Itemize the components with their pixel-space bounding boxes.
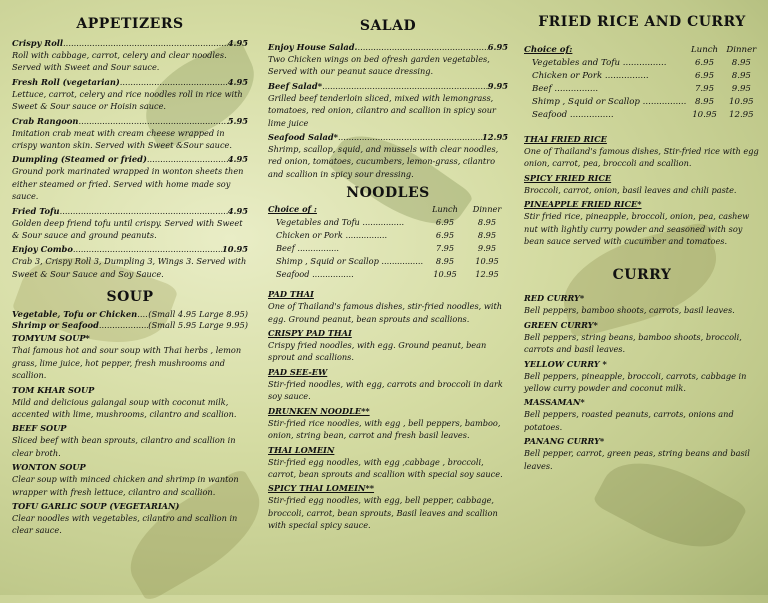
dinner-price: 8.95 — [731, 71, 751, 81]
menu-item-description: Stir-fried rice noodles, with egg , bell peppers, bamboo, onion, string bean, carrot and fresh basil leaves. — [268, 417, 501, 441]
menu-item-name: PINEAPPLE FRIED RICE* — [524, 199, 642, 210]
protein-option — [524, 57, 686, 70]
menu-item-description: Sliced beef with bean sprouts, cilantro and scallion in clear broth. — [12, 435, 236, 458]
menu-item-description: Bell peppers, pineapple, broccoli, carrots, cabbage in yellow curry powder and coconut milk. — [524, 370, 747, 394]
menu-item-description: Clear noodles with vegetables, cilantro and scallion in clear sauce. — [12, 512, 238, 536]
menu-item-description: Imitation crab meat with cream cheese wrapped in crispy wanton skin. Served with Sweet &Sour sauce. — [12, 127, 232, 151]
dinner-price: 12.95 — [729, 110, 754, 120]
appetizers-list — [12, 38, 248, 280]
salad-heading: SALAD — [359, 18, 417, 34]
menu-item-price: 9.95 — [487, 80, 508, 91]
noodles-price-table — [268, 203, 508, 281]
soup-line-name: Shrimp or Seafood — [12, 320, 99, 331]
menu-item — [268, 367, 508, 403]
menu-item-name: Enjoy House Salad. — [268, 42, 358, 52]
lunch-label: Lunch — [690, 45, 719, 55]
menu-item-description: Bell peppers, bamboo shoots, carrots, basil leaves. — [524, 305, 735, 316]
fried-rice-list — [524, 134, 760, 247]
menu-item-name: PAD SEE-EW — [268, 366, 328, 377]
menu-item — [12, 38, 248, 74]
protein-option-name: Seafood ..... — [532, 110, 614, 120]
menu-item-name: TOFU GARLIC SOUP (VEGETARIAN) — [12, 500, 180, 511]
soup-line-price: (Small 4.95 Large 8.95) — [148, 309, 248, 320]
lunch-price: 6.95 — [694, 71, 715, 81]
soup-line-name: Vegetable, Tofu or Chicken — [12, 309, 138, 320]
menu-item-name: RED CURRY* — [524, 293, 585, 304]
menu-item-name: Enjoy Combo — [12, 244, 73, 255]
price-row — [268, 216, 508, 229]
choice-label: Choice of: — [524, 45, 573, 55]
menu-item — [524, 134, 760, 170]
lunch-price: 6.95 — [435, 230, 455, 241]
menu-item-header — [268, 132, 508, 143]
menu-item — [268, 42, 508, 78]
protein-option — [268, 255, 424, 268]
menu-item-name: BEEF SOUP — [12, 423, 67, 434]
menu-item-name: Crispy Roll — [12, 38, 64, 48]
menu-item-name: TOMYUM SOUP* — [12, 333, 90, 344]
menu-item-description: Crab 3, Crispy Roll 3, Dumpling 3, Wings 3. Served with Sweet & Sour Sauce and Soy Sauce. — [12, 256, 247, 279]
column-fried-rice-curry — [518, 0, 768, 595]
menu-item-name: Fried Tofu — [12, 205, 60, 216]
protein-option-name: Beef ..... — [276, 243, 339, 253]
menu-item — [12, 423, 248, 459]
menu-item — [12, 77, 248, 113]
menu-item-name: SPICY FRIED RICE — [524, 172, 612, 183]
menu-item-description: Shrimp, scallop, squid, and mussels with clear noodles, red onion, tomatoes, cucumbers, lemon-grass, cilantro and scallion in spicy sour dressing. — [268, 144, 499, 179]
menu-item-price: 6.95 — [487, 42, 508, 52]
menu-item — [12, 206, 248, 242]
menu-item-name: MASSAMAN* — [524, 397, 585, 408]
lunch-price: 8.95 — [435, 256, 455, 267]
appetizers-heading: APPETIZERS — [76, 16, 184, 32]
protein-option — [268, 242, 424, 255]
dinner-price: 9.95 — [477, 243, 497, 254]
lunch-price: 10.95 — [692, 110, 717, 120]
menu-item-name: THAI LOMEIN — [268, 444, 335, 455]
price-row — [268, 255, 508, 268]
dinner-price: 8.95 — [477, 230, 497, 241]
menu-item-description: Grilled beef tenderloin sliced, mixed with lemongrass, tomatoes, red onion, cilantro and scallion in spicy sour lime juice — [268, 92, 496, 128]
menu-item — [12, 116, 248, 152]
menu-item-description: Two Chicken wings on bed ofresh garden vegetables, Served with our peanut sauce dressing. — [268, 54, 490, 77]
menu-item-name: TOM KHAR SOUP — [12, 384, 95, 395]
menu-item — [524, 397, 760, 433]
menu-item-description: Ground pork marinated wrapped in wonton sheets then either steamed or fried. Served with home made soy sauce. — [12, 166, 244, 202]
menu-item — [268, 328, 508, 364]
protein-option-name: Beef ..... — [532, 84, 598, 94]
menu-item-price: 5.95 — [227, 115, 248, 126]
protein-option — [524, 96, 686, 109]
price-row — [524, 109, 760, 122]
soup-size-line — [12, 309, 248, 320]
menu-item — [268, 289, 508, 325]
menu-item — [524, 320, 760, 356]
menu-item — [12, 385, 248, 421]
menu-item-name: Seafood Salad* — [268, 132, 339, 143]
menu-item — [524, 293, 760, 316]
menu-item-description: Stir fried rice, pineapple, broccoli, onion, pea, cashew nut with lightly curry powder and seasoned with soy bean sauce served with cucumber and tomatoes. — [524, 211, 750, 247]
menu-item — [268, 81, 508, 129]
dinner-price: 10.95 — [729, 97, 754, 107]
menu-item — [524, 359, 760, 395]
menu-item-price: 4.95 — [227, 154, 248, 165]
menu-item-header — [12, 77, 248, 88]
column-salad-noodles — [258, 0, 516, 595]
menu-item-name: Dumpling (Steamed or fried) — [12, 154, 147, 165]
curry-list — [524, 293, 760, 472]
dinner-price: 10.95 — [475, 256, 499, 267]
dinner-label: Dinner — [472, 204, 502, 215]
menu-item-price: 4.95 — [227, 205, 248, 216]
menu-item-description: Thai famous hot and sour soup with Thai herbs , lemon grass, lime juice, hot pepper, fresh mushrooms and scallion. — [12, 345, 242, 381]
noodles-heading: NOODLES — [346, 185, 430, 202]
protein-option — [268, 229, 424, 242]
menu-item-price: 4.95 — [227, 38, 248, 48]
menu-item-description: Bell pepper, carrot, green peas, string beans and basil leaves. — [524, 448, 750, 471]
menu-item-description: Bell peppers, roasted peanuts, carrots, onions and potatoes. — [524, 409, 734, 432]
protein-option — [268, 268, 424, 281]
menu-item — [524, 436, 760, 472]
lunch-price: 8.95 — [694, 97, 715, 107]
menu-item — [12, 244, 248, 280]
menu-item-description: Lettuce, carrot, celery and rice noodles roll in rice with Sweet & Sour sauce or Hoisin sauce. — [12, 88, 243, 112]
menu-item-header — [12, 154, 248, 165]
lunch-label: Lunch — [432, 204, 458, 215]
price-row — [524, 70, 760, 83]
menu-item — [268, 406, 508, 442]
soup-list — [12, 333, 248, 536]
menu-item — [268, 445, 508, 481]
menu-item-description: Crispy fried noodles, with egg. Ground peanut, bean sprout and scallions. — [268, 340, 487, 363]
menu-item — [12, 501, 248, 537]
menu-item — [524, 199, 760, 247]
menu-item-name: Beef Salad* — [268, 80, 323, 91]
lunch-price: 6.95 — [435, 217, 455, 228]
menu-item-description: One of Thailand's famous dishes, Stir-fried rice with egg onion, carrot, pea, broccoli and scallion. — [524, 146, 759, 169]
menu-item-description: One of Thailand's famous dishes, stir-fried noodles, with egg. Ground peanut, bean sprouts and scallions. — [268, 301, 503, 324]
dinner-price: 8.95 — [477, 217, 497, 228]
menu-item — [268, 483, 508, 531]
menu-item-header — [12, 244, 248, 255]
menu-item-description: Stir-fried egg noodles, with egg, bell pepper, cabbage, broccoli, carrot, bean sprouts, Basil leaves and scallion with special spicy sauce. — [268, 495, 498, 531]
menu-item-name: SPICY THAI LOMEIN** — [268, 483, 375, 494]
menu-item-description: Mild and delicious galangal soup with coconut milk, accented with lime, mushrooms, cilantro and scallion. — [12, 396, 237, 419]
lunch-price: 10.95 — [433, 269, 457, 280]
soup-heading: SOUP — [106, 289, 154, 306]
menu-item — [12, 333, 248, 381]
menu-item-header — [12, 206, 248, 217]
curry-heading: CURRY — [612, 267, 672, 284]
menu-item-description: Golden deep friend tofu until crispy. Served with Sweet & Sour sauce and ground peanuts. — [12, 217, 243, 241]
protein-option-name: Vegetables and Tofu ..... — [276, 217, 404, 227]
menu-item-name: PAD THAI — [268, 289, 314, 300]
price-row — [268, 229, 508, 242]
menu-item-price: 12.95 — [482, 132, 508, 143]
menu-item-header — [268, 81, 508, 92]
protein-option-name: Chicken or Pork ..... — [532, 71, 649, 81]
menu-item — [12, 154, 248, 202]
menu-item — [268, 132, 508, 180]
choice-label: Choice of : — [268, 204, 317, 215]
menu-item-name: PANANG CURRY* — [524, 436, 605, 447]
protein-option — [524, 83, 686, 96]
fried-rice-heading: FRIED RICE AND CURRY — [538, 14, 746, 30]
noodle-dishes-list — [268, 289, 508, 531]
protein-option-name: Seafood ..... — [276, 269, 354, 279]
menu-item-price: 4.95 — [227, 76, 248, 87]
menu-item-description: Clear soup with minced chicken and shrimp in wanton wrapper with fresh lettuce, cilantro and scallion. — [12, 474, 239, 497]
salad-list — [268, 42, 508, 180]
protein-option — [524, 70, 686, 83]
soup-size-line — [12, 320, 248, 331]
lunch-price: 7.95 — [694, 84, 715, 94]
menu-item-description: Stir-fried egg noodles, with egg ,cabbage , broccoli, carrot, bean sprouts and scallion with special soy sauce. — [268, 456, 503, 479]
menu-item-header — [12, 38, 248, 49]
menu-item-name: GREEN CURRY* — [524, 319, 598, 330]
protein-option — [268, 216, 424, 229]
menu-item-name: WONTON SOUP — [12, 462, 86, 473]
protein-option-name: Shimp , Squid or Scallop ..... — [276, 256, 423, 266]
menu-item-header — [268, 42, 508, 53]
menu-item — [524, 173, 760, 196]
soup-line-price: (Small 5.95 Large 9.95) — [148, 320, 248, 331]
dinner-price: 9.95 — [731, 84, 751, 94]
menu-item-name: YELLOW CURRY * — [524, 358, 607, 369]
lunch-price: 7.95 — [435, 243, 455, 254]
menu-item-name: CRISPY PAD THAI — [268, 328, 352, 339]
menu-item-description: Stir-fried noodles, with egg, carrots and broccoli in dark soy sauce. — [268, 378, 503, 402]
menu-item-price: 10.95 — [222, 244, 248, 255]
dinner-price: 8.95 — [731, 58, 751, 68]
dinner-price: 12.95 — [475, 269, 499, 280]
menu-item-description: Broccoli, carrot, onion, basil leaves and chili paste. — [524, 184, 737, 195]
lunch-price: 6.95 — [694, 58, 715, 68]
price-row — [268, 242, 508, 255]
menu-item — [12, 462, 248, 498]
menu-item-name: THAI FRIED RICE — [524, 134, 607, 144]
column-appetizers-soup — [0, 0, 256, 595]
menu-item-description: Roll with cabbage, carrot, celery and clear noodles. Served with Sweet and Sour sauce. — [12, 50, 227, 73]
protein-option — [524, 109, 686, 122]
menu-item-name: DRUNKEN NOODLE** — [268, 405, 370, 416]
menu-item-description: Bell peppers, string beans, bamboo shoots, broccoli, carrots and basil leaves. — [524, 331, 742, 355]
price-row — [268, 268, 508, 281]
protein-option-name: Shimp , Squid or Scallop ..... — [532, 97, 686, 107]
menu-item-header — [12, 116, 248, 127]
dinner-label: Dinner — [726, 45, 757, 55]
menu-item-name: Fresh Roll (vegetarian) — [12, 76, 120, 87]
fried-rice-price-table — [524, 44, 760, 122]
price-row — [524, 57, 760, 70]
price-row — [524, 96, 760, 109]
price-row — [524, 83, 760, 96]
protein-option-name: Vegetables and Tofu ..... — [532, 58, 666, 68]
menu-item-name: Crab Rangoon — [12, 115, 79, 126]
protein-option-name: Chicken or Pork ..... — [276, 230, 387, 240]
